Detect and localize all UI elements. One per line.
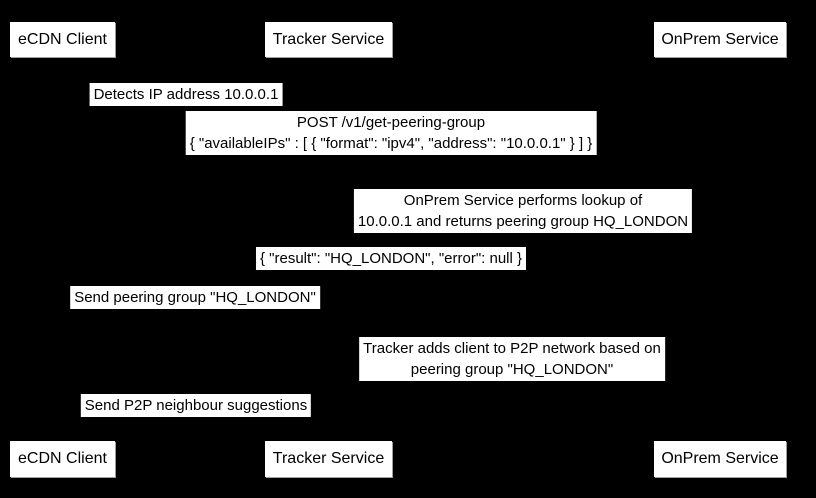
participant-tracker-service-bottom bbox=[265, 441, 392, 477]
message-label-post-get-peering-group bbox=[186, 111, 597, 155]
participant-label: eCDN Client bbox=[18, 450, 107, 467]
message-label-detect-ip bbox=[90, 83, 283, 106]
note-line: OnPrem Service performs lookup of bbox=[403, 192, 643, 209]
message-line: Send peering group "HQ_LONDON" bbox=[74, 289, 316, 306]
message-label-send-p2p-suggestions bbox=[81, 394, 311, 417]
participant-label: OnPrem Service bbox=[661, 450, 779, 467]
participant-label: OnPrem Service bbox=[661, 30, 779, 48]
participant-onprem-service-bottom bbox=[654, 441, 786, 477]
message-label-lookup-result bbox=[256, 247, 526, 270]
message-line: Detects IP address 10.0.0.1 bbox=[93, 86, 279, 103]
message-line: { "result": "HQ_LONDON", "error": null } bbox=[259, 250, 523, 267]
message-line: POST /v1/get-peering-group bbox=[296, 114, 486, 131]
message-label-send-peering-group bbox=[70, 286, 320, 309]
message-line: Send P2P neighbour suggestions bbox=[84, 397, 308, 414]
message-line: { "availableIPs" : [ { "format": "ipv4", "address": "10.0.0.1" } ] } bbox=[189, 135, 593, 152]
note-line: 10.0.0.1 and returns peering group HQ_LONDON bbox=[357, 213, 689, 230]
participant-ecdn-client-bottom bbox=[10, 441, 115, 477]
participant-tracker-service-top bbox=[265, 22, 392, 57]
participant-ecdn-client-top bbox=[10, 22, 115, 57]
note-onprem-lookup bbox=[354, 189, 692, 233]
participant-label: Tracker Service bbox=[272, 30, 385, 48]
note-line: peering group "HQ_LONDON" bbox=[410, 361, 614, 378]
participant-label: Tracker Service bbox=[272, 450, 385, 467]
participant-label: eCDN Client bbox=[18, 30, 107, 48]
note-tracker-adds-client bbox=[359, 337, 665, 381]
note-line: Tracker adds client to P2P network based on bbox=[363, 340, 661, 357]
participant-onprem-service-top bbox=[654, 22, 786, 57]
